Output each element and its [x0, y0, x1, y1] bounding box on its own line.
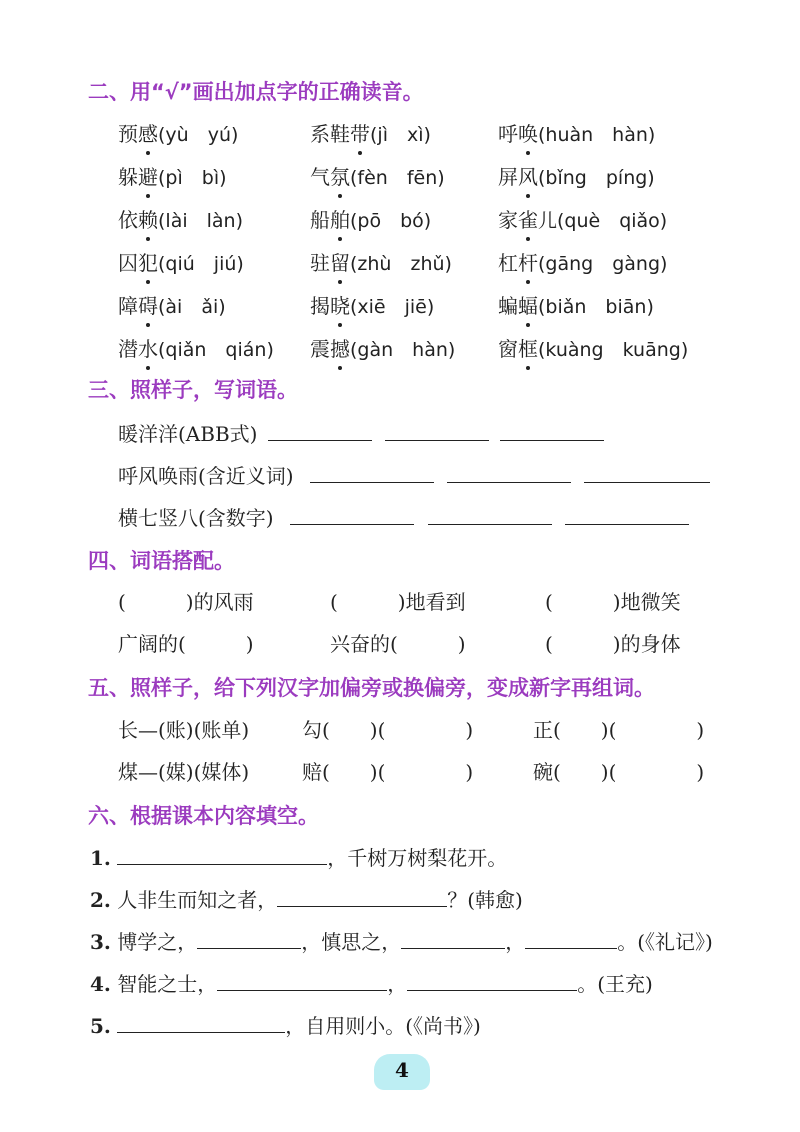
pinyin-item[interactable]	[118, 204, 243, 233]
pinyin-dotted-char: 框	[518, 333, 538, 362]
s6-item-4-blank-1[interactable]	[217, 990, 387, 991]
s3-item-3-blank-3[interactable]	[565, 524, 689, 525]
pinyin-word-prefix: 囚	[118, 251, 138, 275]
s6-item-4-pre: 智能之士，	[117, 972, 218, 996]
s6-item-4	[90, 968, 653, 997]
pinyin-item[interactable]	[310, 204, 431, 233]
pinyin-options[interactable]: (kuàng kuāng)	[538, 339, 689, 361]
s3-item-1-hint: (ABB式)	[178, 422, 258, 446]
section-3-title: 三、照样子，写词语。	[88, 378, 298, 402]
pinyin-options[interactable]: (zhù zhǔ)	[350, 253, 452, 275]
s6-item-5-text: ，自用则小。(《尚书》)	[285, 1014, 481, 1038]
s4-r1c2[interactable]: ( )地看到	[330, 590, 466, 614]
pinyin-options[interactable]: (qiǎn qián)	[158, 339, 274, 361]
section-2-title: 二、用“√”画出加点字的正确读音。	[88, 80, 424, 104]
s5-r2c1: 煤—(媒)(媒体)	[118, 760, 250, 784]
s6-item-5-blank[interactable]	[117, 1032, 285, 1033]
pinyin-item[interactable]	[310, 247, 452, 276]
s3-item-3	[118, 502, 274, 531]
pinyin-dotted-char: 唤	[518, 118, 538, 147]
pinyin-item[interactable]	[118, 290, 226, 319]
s4-r2c2[interactable]: 兴奋的( )	[330, 632, 466, 656]
s6-item-4-num: 4.	[90, 972, 111, 996]
s3-item-3-blank-2[interactable]	[428, 524, 552, 525]
s3-item-2-word: 呼风唤雨	[118, 464, 198, 488]
pinyin-dotted-char: 雀	[518, 204, 538, 233]
s6-item-3-mid2: ，	[505, 930, 526, 954]
s3-item-1-blank-1[interactable]	[268, 440, 372, 441]
s6-item-3-pre: 博学之，	[117, 930, 198, 954]
pinyin-item[interactable]	[498, 333, 688, 362]
s6-item-3-mid1: ，慎思之，	[301, 930, 402, 954]
s4-r2c3[interactable]: ( )的身体	[545, 632, 681, 656]
s6-item-2-blank[interactable]	[277, 906, 447, 907]
s4-r1c3[interactable]: ( )地微笑	[545, 590, 681, 614]
s6-item-2	[90, 884, 523, 913]
pinyin-word-prefix: 呼	[498, 122, 518, 146]
pinyin-dotted-char: 碍	[138, 290, 158, 319]
s6-item-3-num: 3.	[90, 930, 111, 954]
pinyin-dotted-char: 赖	[138, 204, 158, 233]
pinyin-word-prefix: 依	[118, 208, 138, 232]
pinyin-item[interactable]	[310, 290, 434, 319]
s6-item-3-post: 。(《礼记》)	[617, 930, 713, 954]
pinyin-item[interactable]	[498, 161, 655, 190]
pinyin-dotted-char: 撼	[330, 333, 350, 362]
pinyin-options[interactable]: (gàn hàn)	[350, 339, 456, 361]
s3-item-1-blank-3[interactable]	[500, 440, 604, 441]
s6-item-1-text: ，千树万树梨花开。	[327, 846, 508, 870]
pinyin-item[interactable]	[118, 333, 274, 362]
s6-item-3-blank-2[interactable]	[401, 948, 505, 949]
pinyin-dotted-char: 犯	[138, 247, 158, 276]
s5-r2c3[interactable]: 碗( )( )	[533, 760, 705, 784]
s6-item-3	[90, 926, 713, 955]
pinyin-word-prefix: 气	[310, 165, 330, 189]
pinyin-word-prefix: 窗	[498, 337, 518, 361]
pinyin-item[interactable]	[118, 118, 238, 147]
s3-item-1	[118, 418, 257, 447]
pinyin-options[interactable]: (ài ǎi)	[158, 296, 226, 318]
s6-item-3-blank-3[interactable]	[525, 948, 617, 949]
pinyin-options[interactable]: (pì bì)	[158, 167, 227, 189]
page-number: 4	[395, 1058, 409, 1082]
s3-item-2-hint: (含近义词)	[198, 464, 294, 488]
s6-item-5	[90, 1010, 481, 1039]
s3-item-1-blank-2[interactable]	[385, 440, 489, 441]
pinyin-item[interactable]	[310, 118, 431, 147]
pinyin-dotted-char: 氛	[330, 161, 350, 190]
s3-item-3-word: 横七竖八	[118, 506, 198, 530]
s3-item-3-hint: (含数字)	[198, 506, 274, 530]
s6-item-2-post: ？(韩愈)	[447, 888, 523, 912]
s3-item-1-word: 暖洋洋	[118, 422, 178, 446]
s3-item-3-blank-1[interactable]	[290, 524, 414, 525]
section-4-title: 四、词语搭配。	[88, 549, 235, 573]
s3-item-2	[118, 460, 294, 489]
s4-r1c1[interactable]: ( )的风雨	[118, 590, 254, 614]
s6-item-2-pre: 人非生而知之者，	[117, 888, 278, 912]
s5-r1c1: 长—(账)(账单)	[118, 718, 250, 742]
pinyin-word-prefix: 潜	[118, 337, 138, 361]
pinyin-options[interactable]: (lài làn)	[158, 210, 243, 232]
pinyin-item[interactable]	[498, 247, 667, 276]
pinyin-dotted-char: 带	[350, 118, 370, 147]
page-number-badge	[374, 1054, 430, 1090]
pinyin-word-prefix: 躲	[118, 165, 138, 189]
pinyin-word-prefix: 驻	[310, 251, 330, 275]
pinyin-options[interactable]: (gāng gàng)	[538, 253, 668, 275]
pinyin-dotted-char: 避	[138, 161, 158, 190]
pinyin-word-prefix: 预	[118, 122, 138, 146]
pinyin-options[interactable]: 儿(què qiǎo)	[538, 210, 668, 232]
s6-item-2-num: 2.	[90, 888, 111, 912]
pinyin-word-prefix: 系鞋	[310, 122, 350, 146]
pinyin-options[interactable]: (biǎn biān)	[538, 296, 654, 318]
s6-item-4-mid: ，	[387, 972, 408, 996]
s5-r2c2[interactable]: 赔( )( )	[302, 760, 474, 784]
pinyin-word-prefix: 杠	[498, 251, 518, 275]
pinyin-item[interactable]	[310, 333, 455, 362]
pinyin-dotted-char: 水	[138, 333, 158, 362]
pinyin-dotted-char: 蝠	[518, 290, 538, 319]
pinyin-word-prefix: 蝙	[498, 294, 518, 318]
pinyin-item[interactable]	[498, 290, 654, 319]
pinyin-options[interactable]: (jì xì)	[370, 124, 431, 146]
pinyin-item[interactable]	[498, 204, 667, 233]
pinyin-options[interactable]: (yù yú)	[158, 124, 239, 146]
s3-item-2-blank-3[interactable]	[584, 482, 710, 483]
s6-item-1-num: 1.	[90, 846, 111, 870]
pinyin-dotted-char: 舶	[330, 204, 350, 233]
s6-item-4-post: 。(王充)	[577, 972, 653, 996]
s6-item-1	[90, 842, 507, 871]
pinyin-options[interactable]: (pō bó)	[350, 210, 432, 232]
pinyin-options[interactable]: (huàn hàn)	[538, 124, 656, 146]
s4-r2c1[interactable]: 广阔的( )	[118, 632, 254, 656]
section-6-title: 六、根据课本内容填空。	[88, 804, 319, 828]
pinyin-word-prefix: 屏	[498, 165, 518, 189]
s6-item-3-blank-1[interactable]	[197, 948, 301, 949]
pinyin-item[interactable]	[498, 118, 655, 147]
pinyin-dotted-char: 杆	[518, 247, 538, 276]
s3-item-2-blank-2[interactable]	[447, 482, 571, 483]
pinyin-options[interactable]: (xiē jiē)	[350, 296, 435, 318]
pinyin-word-prefix: 震	[310, 337, 330, 361]
pinyin-word-prefix: 障	[118, 294, 138, 318]
pinyin-item[interactable]	[118, 161, 227, 190]
s6-item-4-blank-2[interactable]	[407, 990, 577, 991]
pinyin-word-prefix: 揭	[310, 294, 330, 318]
section-5-title: 五、照样子，给下列汉字加偏旁或换偏旁，变成新字再组词。	[88, 676, 655, 700]
pinyin-word-prefix: 家	[498, 208, 518, 232]
s5-r1c2[interactable]: 勾( )( )	[302, 718, 474, 742]
pinyin-dotted-char: 感	[138, 118, 158, 147]
pinyin-word-prefix: 船	[310, 208, 330, 232]
pinyin-options[interactable]: (fèn fēn)	[350, 167, 445, 189]
s3-item-2-blank-1[interactable]	[310, 482, 434, 483]
s6-item-5-num: 5.	[90, 1014, 111, 1038]
pinyin-dotted-char: 留	[330, 247, 350, 276]
pinyin-options[interactable]: (bǐng píng)	[538, 167, 655, 189]
pinyin-item[interactable]	[118, 247, 244, 276]
pinyin-item[interactable]	[310, 161, 445, 190]
pinyin-dotted-char: 风	[518, 161, 538, 190]
pinyin-dotted-char: 晓	[330, 290, 350, 319]
pinyin-options[interactable]: (qiú jiú)	[158, 253, 244, 275]
s6-item-1-blank[interactable]	[117, 864, 327, 865]
s5-r1c3[interactable]: 正( )( )	[533, 718, 705, 742]
